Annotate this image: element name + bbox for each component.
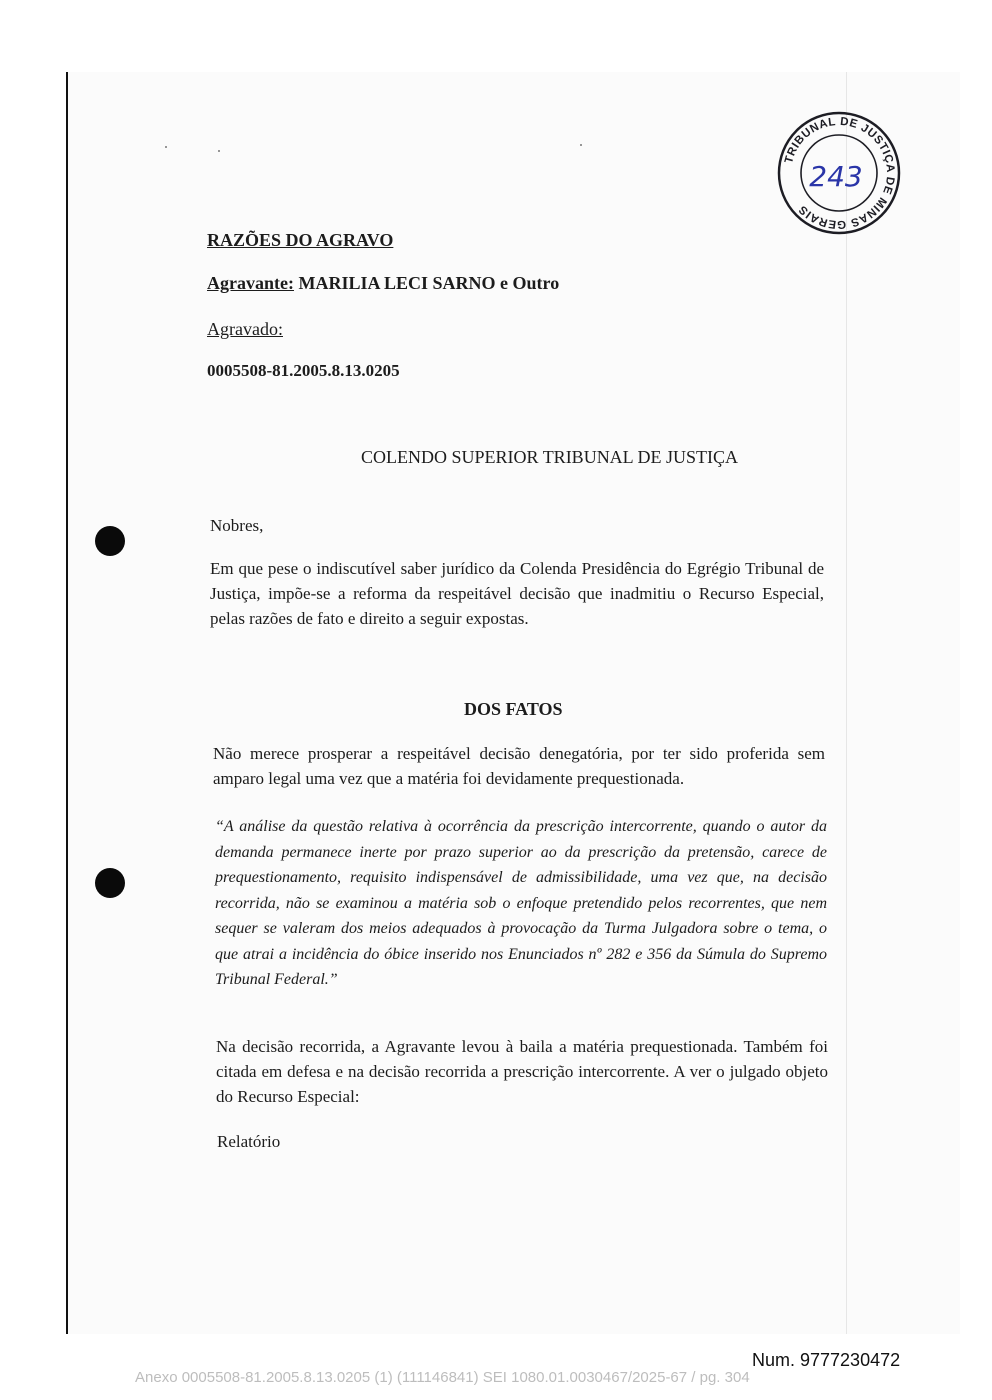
facts-paragraph: Não merece prosperar a respeitável decisão denegatória, por ter sido proferida sem amparo legal uma vez que a matéria foi devidamente prequestionada. bbox=[213, 744, 825, 788]
intro-paragraph: Em que pese o indiscutível saber jurídico da Colenda Presidência do Egrégio Tribunal de Justiça, impõe-se a reforma da respeitável decisão que inadmitiu o Recurso Especial, pelas razões de fato e direito a seguir expostas. bbox=[210, 559, 824, 628]
scan-right-fold bbox=[846, 72, 847, 1334]
seal-page-number: 243 bbox=[809, 160, 863, 193]
salutation: Nobres, bbox=[210, 516, 264, 535]
report-heading: Relatório bbox=[217, 1132, 281, 1151]
sei-reference: Anexo 0005508-81.2005.8.13.0205 (1) (111146841) SEI 1080.01.0030467/2025-67 / pg. 304 bbox=[135, 1369, 750, 1386]
court-addressee: COLENDO SUPERIOR TRIBUNAL DE JUSTIÇA bbox=[361, 447, 739, 467]
punch-hole bbox=[95, 526, 125, 556]
scan-speck bbox=[580, 144, 582, 146]
agravante-suffix: e Outro bbox=[495, 273, 560, 293]
seal-text: TRIBUNAL DE JUSTIÇA DE MINAS GERAIS bbox=[783, 115, 897, 231]
punch-hole bbox=[95, 868, 125, 898]
decision-paragraph: Na decisão recorrida, a Agravante levou à baila a matéria prequestionada. Também foi citada em defesa e na decisão recorrida a prescrição intercorrente. A ver o julgado objeto do Recurso Especial: bbox=[216, 1037, 828, 1106]
document-title: RAZÕES DO AGRAVO bbox=[207, 230, 394, 250]
agravante-line bbox=[207, 273, 559, 294]
agravante-label: Agravante: bbox=[207, 273, 294, 293]
scan-left-edge bbox=[66, 72, 68, 1334]
process-number: 0005508-81.2005.8.13.0205 bbox=[207, 361, 400, 380]
agravado-label: Agravado: bbox=[207, 319, 283, 339]
quoted-decision: “A análise da questão relativa à ocorrência da prescrição intercorrente, quando o autor da demanda permanece inerte por prazo superior ao da prescrição da pretensão, carece de prequestionamento, requisito indispensável de admissibilidade, uma vez que, na decisão recorrida, não se examinou a matéria sob o enfoque pretendido pelos recorrentes, que nem sequer se valeram dos meios adequados à provocação da Turma Julgadora sobre o tema, o que atrai a incidência do óbice inserido nos Enunciados nº 282 e 356 da Súmula do Supremo Tribunal Federal.” bbox=[215, 818, 827, 988]
scan-speck bbox=[218, 150, 220, 152]
agravante-name: MARILIA LECI SARNO bbox=[293, 273, 496, 293]
section-title: DOS FATOS bbox=[464, 699, 563, 719]
document-number: Num. 9777230472 bbox=[752, 1350, 901, 1370]
court-seal-stamp bbox=[776, 110, 902, 236]
scan-speck bbox=[165, 146, 167, 148]
